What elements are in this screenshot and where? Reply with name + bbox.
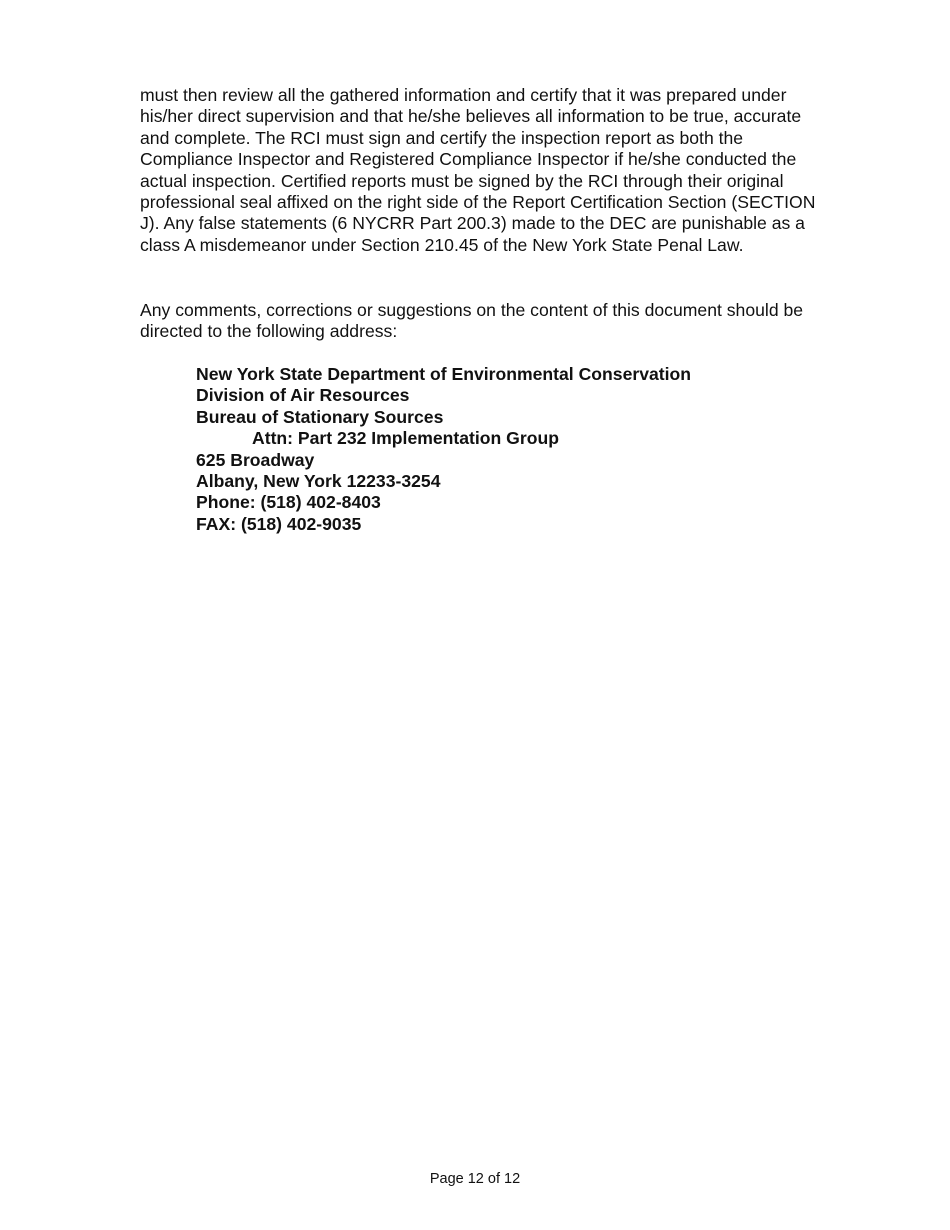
address-bureau: Bureau of Stationary Sources (196, 406, 444, 427)
paragraph-line: his/her direct supervision and that he/she believes all information to be true, accurate (140, 106, 802, 127)
address-phone: Phone: (518) 402-8403 (196, 492, 381, 513)
paragraph-line: actual inspection. Certified reports must be signed by the RCI through their original (140, 170, 784, 191)
paragraph-line: Any comments, corrections or suggestions on the content of this document should be (140, 300, 804, 320)
comments-paragraph (140, 300, 860, 343)
address-city: Albany, New York 12233-3254 (196, 471, 441, 492)
paragraph-line: professional seal affixed on the right side of the Report Certification Section (SECTION (140, 192, 816, 213)
address-attn: Attn: Part 232 Implementation Group (252, 428, 559, 449)
paragraph-line: Compliance Inspector and Registered Compliance Inspector if he/she conducted the (140, 149, 797, 170)
paragraph-line: directed to the following address: (140, 321, 398, 342)
address-street: 625 Broadway (196, 449, 315, 470)
paragraph-line: J). Any false statements (6 NYCRR Part 200.3) made to the DEC are punishable as a (140, 213, 805, 234)
page-number-footer: Page 12 of 12 (429, 1171, 521, 1187)
address-division: Division of Air Resources (196, 385, 410, 406)
address-fax: FAX: (518) 402-9035 (196, 513, 362, 534)
certification-paragraph (140, 85, 860, 256)
address-department: New York State Department of Environmental Conservation (196, 364, 692, 384)
paragraph-line: and complete. The RCI must sign and certify the inspection report as both the (140, 127, 744, 148)
contact-address-block (196, 364, 691, 535)
paragraph-line: must then review all the gathered information and certify that it was prepared under (140, 85, 787, 105)
paragraph-line: class A misdemeanor under Section 210.45 of the New York State Penal Law. (140, 234, 744, 255)
